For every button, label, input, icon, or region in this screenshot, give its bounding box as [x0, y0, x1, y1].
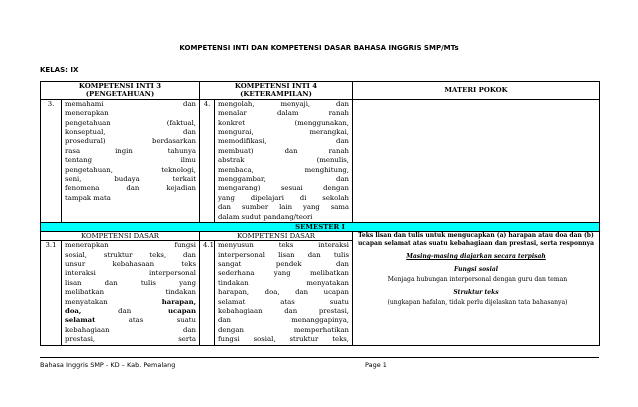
text-line: prestasi, serta: [65, 335, 196, 344]
text-line: pengetahuan (faktual,: [65, 118, 196, 127]
materi-heading: Teks lisan dan tulis untuk mengucapkan (a) harapan atau doa dan (b) ucapan selamat atas suatu kebahagiaan dan prestasi, serta responnya: [357, 232, 595, 248]
ki4-lines: [218, 100, 349, 222]
text-line: tindakan menyatakan: [218, 278, 349, 287]
text-line: memahami dan: [65, 99, 196, 108]
text-line: mengurai, merangkai,: [218, 128, 349, 137]
text-line: membaca, menghitung,: [218, 165, 349, 174]
text-line: seni, budaya terkait: [65, 175, 196, 184]
text-line: unsur kebahasaan teks: [65, 259, 196, 268]
footer-left: Bahasa Inggris SMP - KD – Kab. Pemalang: [40, 361, 176, 369]
ki3-number: 3.: [41, 99, 62, 222]
text-line: kebahagiaan dan prestasi,: [218, 306, 349, 315]
ki4-number: 4.: [200, 99, 215, 222]
kd4-number: 4.1: [200, 241, 215, 345]
kd4-text: [215, 241, 353, 345]
text-line: dan menanggapinya,: [218, 316, 349, 325]
kd4-header: KOMPETENSI DASAR: [200, 232, 353, 241]
ki-row: [41, 99, 600, 222]
kd3-number: 3.1: [41, 241, 62, 345]
text-line: memodifikasi, dan: [218, 137, 349, 146]
semester-row: [41, 223, 600, 232]
text-line: kebahagiaan dan: [65, 325, 196, 334]
kd3-text: [62, 241, 200, 345]
document-title: KOMPETENSI INTI DAN KOMPETENSI DASAR BAHASA INGGRIS SMP/MTs: [179, 44, 459, 52]
text-line: harapan, doa, dan ucapan: [218, 288, 349, 297]
text-line: selamat atas suatu: [65, 316, 196, 325]
text-line: pengetahuan, teknologi,: [65, 165, 196, 174]
text-line: fenomena dan kejadian: [65, 184, 196, 193]
semester-label: SEMESTER I: [41, 223, 600, 232]
text-line: mengolah, menyaji, dan: [218, 99, 349, 108]
header-ki4: [200, 82, 353, 100]
kd3-lines: [65, 241, 196, 344]
text-line: tampak mata: [65, 193, 111, 202]
text-line: membuat) dan ranah: [218, 146, 349, 155]
text-line: menyusun teks interaksi: [218, 241, 349, 250]
text-line: dalam sudut pandang/teori: [218, 212, 313, 221]
text-line: menerapkan fungsi: [65, 241, 196, 250]
header-ki4-line1: KOMPETENSI INTI 4: [234, 82, 318, 90]
materi-fungsi-label: Fungsi sosial: [453, 266, 499, 274]
footer-page-number: Page 1: [365, 361, 387, 369]
ki3-lines: [65, 100, 196, 203]
text-line: konkret (menggunakan,: [218, 118, 349, 127]
header-ki3-line1: KOMPETENSI INTI 3: [78, 82, 162, 90]
text-line: interaksi interpersonal: [65, 269, 196, 278]
text-line: dan sumber lain yang sama: [218, 203, 349, 212]
page-footer: [40, 357, 599, 369]
materi-pokok-cell: [353, 232, 600, 345]
header-materi: MATERI POKOK: [353, 82, 600, 100]
kd3-header: KOMPETENSI DASAR: [41, 232, 200, 241]
text-line: doa, dan ucapan: [65, 306, 196, 315]
materi-struktur-label: Struktur teks: [453, 289, 499, 297]
text-line: yang dipelajari di sekolah: [218, 193, 349, 202]
kd-header-row: [41, 232, 600, 241]
text-line: menalar dalam ranah: [218, 109, 349, 118]
text-line: sosial, struktur teks, dan: [65, 250, 196, 259]
header-ki3-line2: (PENGETAHUAN): [85, 90, 155, 99]
text-line: tentang ilmu: [65, 156, 196, 165]
text-line: selamat atas suatu: [218, 297, 349, 306]
ki4-text: [215, 99, 353, 222]
kompetensi-table: [40, 81, 600, 346]
text-line: sederhana yang melibatkan: [218, 269, 349, 278]
text-line: interpersonal lisan dan tulis: [218, 250, 349, 259]
materi-struktur-text: (ungkapan hafalan, tidak perlu dijelaskan tata bahasanya): [387, 299, 568, 307]
text-line: abstrak (menulis,: [218, 156, 349, 165]
header-row: [41, 82, 600, 100]
text-line: rasa ingin tahunya: [65, 146, 196, 155]
text-line: melibatkan tindakan: [65, 288, 196, 297]
text-line: prosedural) berdasarkan: [65, 137, 196, 146]
text-line: menggambar, dan: [218, 175, 349, 184]
ki3-text: [62, 99, 200, 222]
header-ki4-line2: (KETERAMPILAN): [240, 90, 312, 99]
text-line: sangat pendek dan: [218, 259, 349, 268]
materi-subheading: Masing-masing diajarkan secara terpisah: [406, 253, 546, 261]
kelas-label: KELAS: IX: [40, 66, 79, 74]
materi-fungsi-text: Menjaga hubungan interpersonal dengan guru dan teman: [387, 276, 568, 284]
text-line: menerapkan: [65, 109, 109, 118]
ki-materi-empty: [353, 99, 600, 222]
text-line: menyatakan harapan,: [65, 297, 196, 306]
text-line: dengan memperhatikan: [218, 325, 349, 334]
header-ki3: [41, 82, 200, 100]
text-line: konseptual, dan: [65, 128, 196, 137]
kd4-lines: [218, 241, 349, 344]
text-line: lisan dan tulis yang: [65, 278, 196, 287]
text-line: mengarang) sesuai dengan: [218, 184, 349, 193]
text-line: fungsi sosial, struktur teks,: [218, 335, 349, 344]
